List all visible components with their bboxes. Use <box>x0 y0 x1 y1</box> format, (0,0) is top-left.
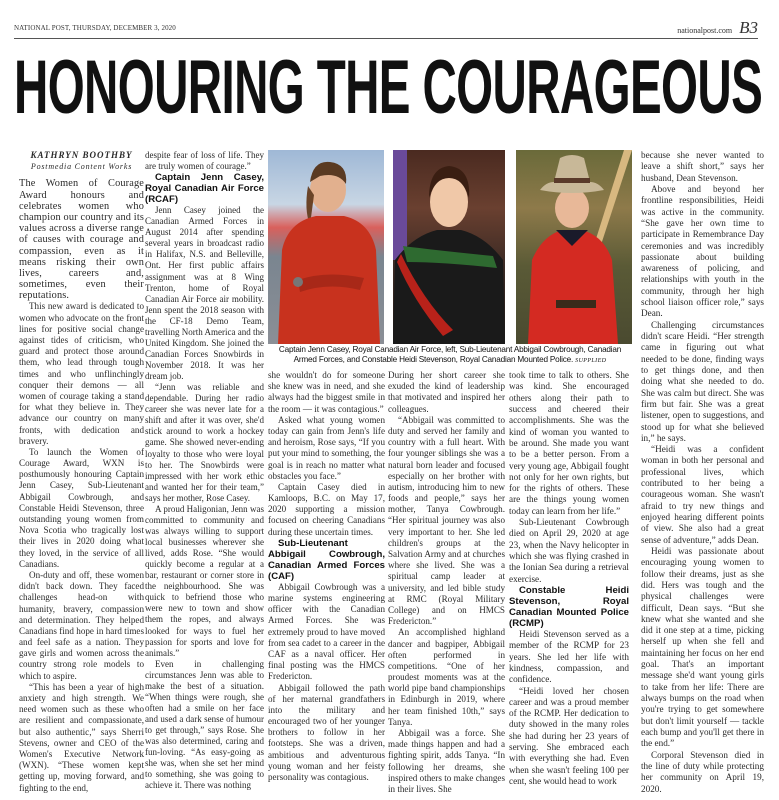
section-subhead-casey: Captain Jenn Casey, Royal Canadian Air Force (RCAF) <box>145 172 264 206</box>
article-column-2 <box>145 150 264 791</box>
paragraph: despite fear of loss of life. They are truly women of courage.” <box>145 150 264 172</box>
article-column-4 <box>388 370 505 795</box>
photo-abbigail-cowbrough <box>393 150 505 344</box>
publication-date: NATIONAL POST, THURSDAY, DECEMBER 3, 2020 <box>14 24 176 32</box>
paragraph: A proud Haligonian, Jenn was committed to community and was always willing to support local businesses wherever she lived, adds Rose. “She would quickly become a regular at a bar, restaurant or corner store in the neighbourhood. She was quick to befriend those who were new to town and show them the ropes, and always looked for ways to fuel her passion for sports and love for animals.” <box>145 503 264 658</box>
photo-credit: SUPPLIED <box>575 358 607 364</box>
paragraph: Abbigail was a force. She made things happen and had a fighting spirit, adds Tanya. “In following her dreams, she inspired others to make changes in their lives. She <box>388 728 505 794</box>
paragraph: “Jenn was reliable and dependable. During her radio career she was never late for a shift and after it was over, she'd stick around to work a hockey game. She showed never-ending loyalty to those who were loyal to her. The Snowbirds were impressed with her work ethic and wanted her for their team,” says her mother, Rose Casey. <box>145 382 264 503</box>
article-column-3 <box>268 370 385 783</box>
paragraph: Jenn Casey joined the Canadian Armed Forces in August 2014 after spending several years in broadcast radio in Halifax, N.S. and Belleville, Ont. Her first public affairs assignment was at 8 Wing Trenton, home of Royal Canadian Air Force air mobility. Jenn spent the 2018 season with the CF-18 Demo Team, travelling North America and the United Kingdom. She joined the Canadian Forces Snowbirds in November 2018. It was her dream job. <box>145 205 264 382</box>
paragraph: “Heidi was a confident woman in both her personal and professional lives, which contributed to her being a courageous woman. She wasn't afraid to try new things and enjoyed hearing different points of view. She also had a great sense of adventure,” adds Dean. <box>641 444 764 545</box>
article-column-6 <box>641 150 764 795</box>
paragraph: she wouldn't do for someone she knew was in need, and she always had the biggest smile in the room — it was contagious.” <box>268 370 385 414</box>
photo-jenn-casey <box>268 150 384 344</box>
article-column-5 <box>509 370 629 787</box>
paragraph: Even in challenging circumstances Jenn was able to make the best of a situation. “When things were rough, she often had a smile on her face and used a dark sense of humour to get through,” says Rose. She was also determined, caring and fun-loving. “As easy-going as she was, when she set her mind to something, she was going to achieve it. There was nothing <box>145 658 264 791</box>
section-subhead-stevenson: Constable Heidi Stevenson, Royal Canadian Mounted Police (RCMP) <box>509 584 629 629</box>
paragraph: took time to talk to others. She was kind. She encouraged others along their path to success and cheered their accomplishments. She was the kind of woman you wanted to be around. She made you want to be a better person. From a very young age, Abbigail fought not only for her own rights, but for the rights of others. These are the things young women today can learn from her life.” <box>509 370 629 516</box>
paragraph: An accomplished highland dancer and bagpiper, Abbigail often performed in competitions. “One of her proudest moments was at the world pipe band championships in Edinburgh in 2019, where her team finished 10th,” says Tanya. <box>388 627 505 727</box>
paragraph: To launch the Women of Courage Award, WXN is posthumously honouring Captain Jenn Casey, Sub-Lieutenant Abbigail Cowbrough, and Constable Heidi Stevenson, three outstanding young women from Nova Scotia who tragically lost their lives in 2020 doing what they loved, in the service of all Canadians. <box>19 446 144 569</box>
caption-text: Captain Jenn Casey, Royal Canadian Air Force, left, Sub-Lieutenant Abbigail Cowbrough, Canadian Armed Forces, and Constable Heidi Stevenson, Royal Canadian Mounted Police. <box>278 345 622 364</box>
paragraph: Abbigail followed the path of her maternal grandfathers into the military and encouraged two of her younger brothers to follow in her footsteps. She was a driven, ambitious and adventurous young woman and her feisty personality was contagious. <box>268 682 385 782</box>
section-subhead-cowbrough: Sub-Lieutenant Abbigail Cowbrough, Canadian Armed Forces (CAF) <box>268 537 385 582</box>
paragraph: The Women of Courage Award honours and celebrates women who champion our country and its values across a diverse range of causes with courage and compassion, even as it means risking their own lives, careers and, sometimes, even their reputations. <box>19 178 144 302</box>
paragraph: Asked what young women today can gain from Jenn's life and heroism, Rose says, “If you put your mind to something, the goal is in reach no matter what obstacles you face.” <box>268 414 385 481</box>
masthead <box>14 18 758 39</box>
paragraph: Corporal Stevenson died in the line of duty while protecting her community on April 19, 2020. <box>641 749 764 794</box>
page-number: B3 <box>739 18 758 37</box>
masthead-right <box>677 18 758 38</box>
paragraph: Heidi Stevenson served as a member of the RCMP for 23 years. She led her life with kindness, compassion, and confidence. <box>509 628 629 685</box>
photo-heidi-stevenson <box>516 150 632 344</box>
paragraph: “This has been a year of high anxiety and high strength. We need women such as these who are resilient and compassionate, but also authentic,” says Sherri Stevens, owner and CEO of the Women's Executive Network (WXN). “These women kept getting up, moving forward, and fighting to the end, <box>19 681 144 793</box>
paragraph: Abbigail Cowbrough was a marine systems engineering officer with the Canadian Armed Forces. She was extremely proud to have moved from sea cadet to a career in the CAF as a naval officer. Her final posting was the HMCS Fredericton. <box>268 581 385 682</box>
paragraph: Above and beyond her frontline responsibilities, Heidi was active in the community. “She gave her own time to participate in Remembrance Day ceremonies and was incredibly passionate about building awareness of policing, and relationships with youth in the community, through her high school liaison officer role,” says Dean. <box>641 183 764 319</box>
paragraph: Sub-Lieutenant Cowbrough died on April 29, 2020 at age 23, when the Navy helicopter in which she was flying crashed in the Ionian Sea during a retrieval exercise. <box>509 517 629 584</box>
paragraph: “Heidi loved her chosen career and was a proud member of the RCMP. Her dedication to duty showed in the many roles she had during her 23 years of serving. She embraced each with everything she had. Even when she wasn't feeling 100 per cent, she would head to work <box>509 685 629 786</box>
photo-caption <box>268 345 632 366</box>
paragraph: Challenging circumstances didn't scare Heidi. “Her strength came in figuring out what needed to be done, finding ways to get things done, and then doing what she needed to do. She was calm but direct. She was firm but fair. She was a great listener, open to suggestions, and stood up for what she believed in,” he says. <box>641 319 764 443</box>
byline-org: Postmedia Content Works <box>30 162 133 172</box>
article-column-1 <box>19 150 144 794</box>
paragraph: Heidi was passionate about encouraging young women to follow their dreams, just as she did. Hers was tough and the physical challenges were difficult, Dean says. “But she knew what she wanted and she did it one step at a time, picking herself up when she fell and maintaining her focus on her end goal. That's an important message she'd want young girls to take from her life: There are always bumps on the road when you're trying to get somewhere but don't limit yourself — tackle each bump and you'll get there in the end.” <box>641 545 764 749</box>
headline: HONOURING THE COURAGEOUS <box>14 45 763 130</box>
paragraph: During her short career she exuded the kind of leadership that motivated and inspired her colleagues. <box>388 370 505 414</box>
paragraph: On-duty and off, these women didn't back down. They faced challenges head-on with humanity, bravery, compassion and determination. They helped Canadians find hope in hard times and feel safe as a nation. They gave girls and women across the country strong role models to which to aspire. <box>19 569 144 681</box>
paragraph: This new award is dedicated to women who advocate on the front lines for positive social change against tides of criticism, who guard and protect those around them, who lead through tough times and who unflinchingly conquer their demons — all women of courage taking a stand for what they believe in. They advance our country on many fronts, with dedication and bravery. <box>19 301 144 446</box>
paragraph: “Abbigail was committed to duty and served her family and country with a full heart. With four younger siblings she was a natural born leader and focused especially on her brother with autism, introducing him to new foods and people,” says her mother, Tanya Cowbrough. “Her spiritual journey was also very important to her. She led children's groups at the Salvation Army and at churches where she lived. She was a spiritual camp leader at university, and led bible study at RMC (Royal Military College) and on HMCS Fredericton.” <box>388 414 505 627</box>
paragraph: because she never wanted to leave a shift short,” says her husband, Dean Stevenson. <box>641 150 764 183</box>
website-link[interactable]: nationalpost.com <box>677 26 733 35</box>
byline-author: KATHRYN BOOTHBY <box>30 150 133 160</box>
paragraph: Captain Casey died in Kamloops, B.C. on May 17, 2020 supporting a mission focused on cheering Canadians during these uncertain times. <box>268 481 385 537</box>
photo-strip <box>268 150 632 344</box>
